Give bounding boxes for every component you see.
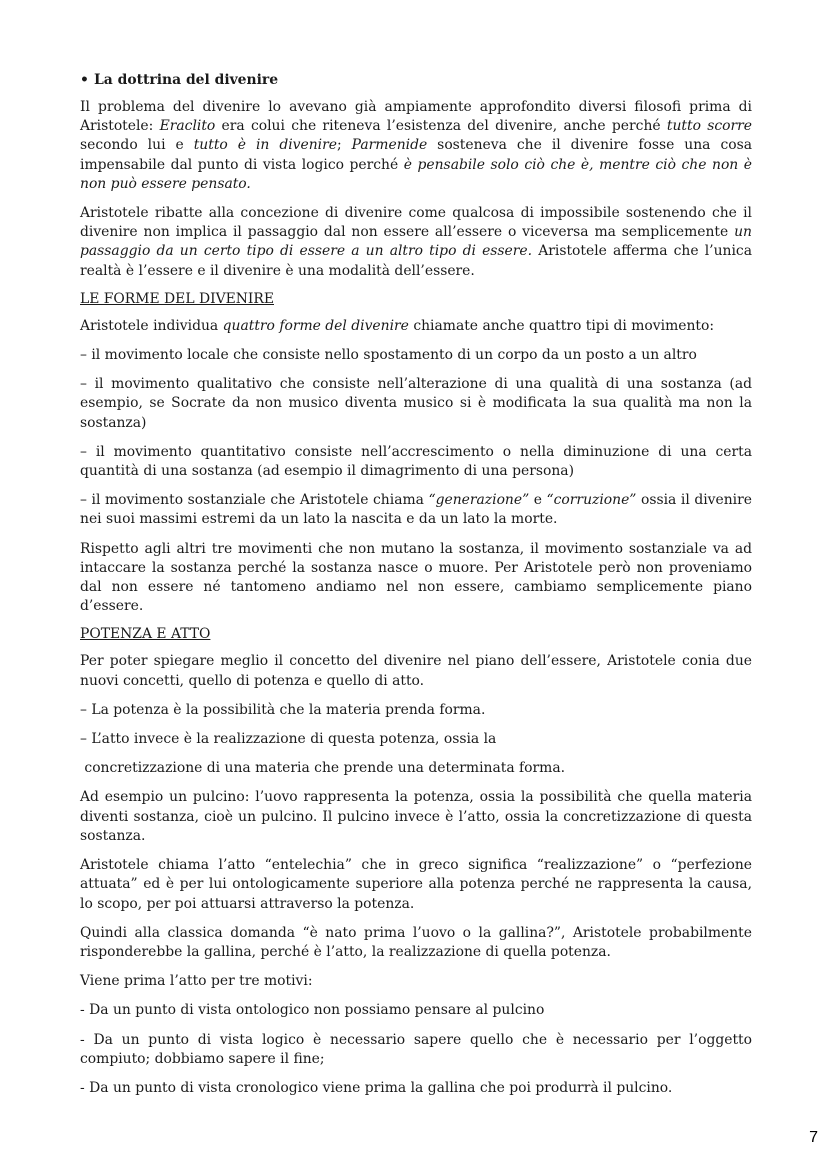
act-definition: – L’atto invece è la realizzazione di questa potenza, ossia la — [80, 731, 497, 748]
page-number: 7 — [809, 1129, 818, 1146]
egg-paragraph: Quindi alla classica domanda “è nato prima l’uovo o la gallina?”, Aristotele probabilmente risponderebbe la gallina, perché è l’atto, la realizzazione di quella potenza. — [80, 924, 752, 960]
bullet-icon: • — [80, 72, 89, 88]
act-definition-continued: concretizzazione di una materia che prende una determinata forma. — [80, 760, 566, 777]
compare-paragraph: Rispetto agli altri tre movimenti che non mutano la sostanza, il movimento sostanziale va ad intaccare la sostanza perché la sostanza nasce o muore. Per Aristotele però non proveniamo dal non essere né tantomeno andiamo nel non essere, cambiamo semplicemente piano d’essere. — [80, 540, 752, 615]
move-substantial-item: – il movimento sostanziale che Aristotele chiama “generazione” e “corruzione” ossia il divenire nei suoi massimi estremi da un lato la nascita e da un lato la morte. — [80, 492, 752, 528]
page-content — [80, 72, 752, 1108]
reason-logical: - Da un punto di vista logico è necessario sapere quello che è necessario per l’oggetto compiuto; dobbiamo sapere il fine; — [80, 1031, 752, 1067]
move-local-item: – il movimento locale che consiste nello spostamento di un corpo da un posto a un altro — [80, 347, 697, 364]
move-qualitative-item: – il movimento qualitativo che consiste nell’alterazione di una qualità di una sostanza (ad esempio, se Socrate da non musico diventa musico si è modificata la sua qualità ma non la sostanza) — [80, 376, 752, 431]
entelechy-paragraph: Aristotele chiama l’atto “entelechia” che in greco significa “realizzazione” o “perfezione attuata” ed è per lui ontologicamente superiore alla potenza perché ne rappresenta la causa, lo scopo, per poi attuarsi attraverso la potenza. — [80, 857, 752, 912]
reason-chronological: - Da un punto di vista cronologico viene prima la gallina che poi produrrà il pulcino. — [80, 1079, 673, 1096]
aristotle-paragraph: Aristotele ribatte alla concezione di divenire come qualcosa di impossibile sostenendo che il divenire non implica il passaggio dal non essere all’essere o viceversa ma semplicemente un passaggio da un certo tipo di essere a un altro tipo di essere. Aristotele afferma che l’unica realtà è l’essere e il divenire è una modalità dell’essere. — [80, 205, 752, 279]
heading-forms: LE FORME DEL DIVENIRE — [80, 290, 274, 307]
section-title: • La dottrina del divenire — [80, 72, 279, 88]
reason-ontological: - Da un punto di vista ontologico non possiamo pensare al pulcino — [80, 1002, 545, 1019]
power-intro-paragraph: Per poter spiegare meglio il concetto del divenire nel piano dell’essere, Aristotele conia due nuovi concetti, quello di potenza e quello di atto. — [80, 653, 752, 689]
move-quantitative-item: – il movimento quantitativo consiste nell’accrescimento o nella diminuzione di una certa quantità di una sostanza (ad esempio il dimagrimento di una persona) — [80, 443, 752, 480]
power-definition: – La potenza è la possibilità che la materia prenda forma. — [80, 701, 486, 718]
heading-power: POTENZA E ATTO — [80, 626, 211, 643]
intro-paragraph: Il problema del divenire lo avevano già ampiamente approfondito diversi filosofi prima di Aristotele: Eraclito era colui che riteneva l’esistenza del divenire, anche perché tutto scorre secondo lui e tutto è in divenire; Parmenide sosteneva che il divenire fosse una cosa impensabile dal punto di vista logico perché è pensabile solo ciò che è, mentre ciò che non è non può essere pensato. — [80, 99, 753, 192]
example-paragraph: Ad esempio un pulcino: l’uovo rappresenta la potenza, ossia la possibilità che quella materia diventi sostanza, cioè un pulcino. Il pulcino invece è l’atto, ossia la concretizzazione di questa sostanza. — [80, 789, 752, 844]
reasons-intro: Viene prima l’atto per tre motivi: — [80, 973, 313, 990]
forms-intro-paragraph: Aristotele individua quattro forme del divenire chiamate anche quattro tipi di movimento: — [80, 317, 715, 334]
